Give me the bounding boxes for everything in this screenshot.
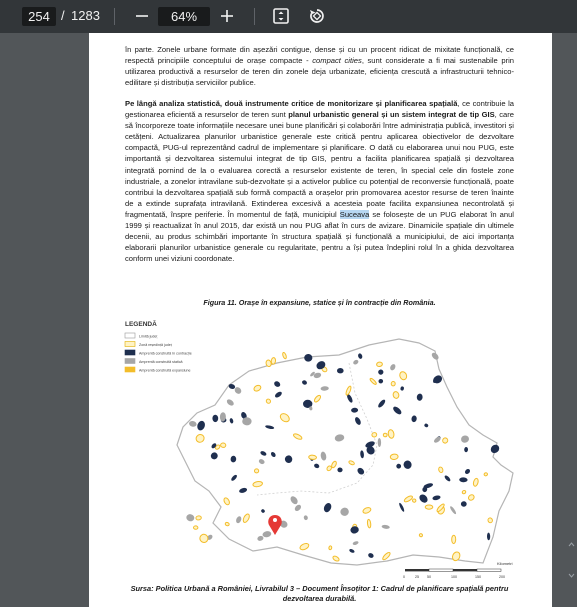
toolbar-divider — [254, 8, 255, 25]
figure-title: Figura 11. Orașe în expansiune, statice și în contracție din România. — [203, 298, 436, 307]
legend-label: Zonă reședință județ — [139, 343, 172, 347]
scale-tick-label: 150 — [475, 575, 481, 579]
urban-footprint — [198, 533, 209, 544]
text-run: , ce contribuie la gestionarea eficientă a resurselor de teren sunt — [125, 99, 514, 120]
urban-footprint — [271, 357, 276, 364]
toolbar-divider — [114, 8, 115, 25]
page-separator: / — [61, 8, 65, 23]
legend-label: Amprentă construită în contracție — [139, 351, 192, 356]
rotate-icon[interactable] — [307, 6, 327, 26]
search-highlight: Suceava — [339, 209, 370, 219]
zoom-out-icon[interactable] — [134, 8, 150, 24]
urban-footprint — [220, 443, 226, 448]
scale-bar — [403, 561, 513, 579]
legend-label: Amprentă construită expansiune — [139, 368, 191, 373]
paragraph-planning-tools — [125, 98, 514, 264]
urban-footprint — [484, 472, 488, 476]
urban-footprint — [390, 454, 398, 460]
total-pages: 1283 — [71, 8, 100, 23]
urban-footprint — [452, 535, 456, 543]
scroll-arrow-icon[interactable] — [566, 540, 577, 580]
zoom-in-icon[interactable] — [219, 8, 235, 24]
urban-footprint — [309, 455, 317, 460]
scale-tick-label: 100 — [451, 575, 457, 579]
scale-tick-label: 25 — [415, 575, 419, 579]
legend-swatch — [125, 350, 135, 355]
romania-map-figure — [117, 315, 537, 585]
urban-footprint — [193, 526, 198, 530]
urban-footprint — [391, 381, 395, 386]
urban-footprint — [376, 362, 382, 367]
current-page-input[interactable]: 254 — [22, 7, 56, 26]
zoom-level-input[interactable]: 64% — [158, 7, 210, 26]
pdf-toolbar — [0, 0, 577, 33]
document-page — [89, 33, 552, 607]
map-legend — [125, 333, 192, 373]
urban-footprint — [196, 515, 202, 520]
legend-swatch — [125, 333, 135, 338]
scale-tick-label: 0 — [403, 575, 405, 579]
text-run: se folosește de un PUG elaborat în anul 1999 și reactualizat în anul 2015, dar există un nou PUG aflat în curs de avizare. Dinamicile spațiale din ultimele decenii, au produs schimbări importante în structura spațială și funcțională a municipiului, de aici importanța elaborarii planurilor urbanistice generale cu regularitate, pentru a își putea îndeplini rolul în a ghida dezvoltarea conform unei viziuni coordonate. — [125, 209, 514, 264]
urban-footprint — [371, 432, 377, 437]
urban-footprint — [254, 469, 259, 473]
text-run: în parte. Zonele urbane formate din așezări contigue, dense și cu un procent ridicat de mixitate funcțională, ce respectă principiile conceptului de orașe compacte - — [125, 45, 514, 66]
urban-footprint — [282, 352, 287, 359]
paragraph-compact-cities — [125, 44, 514, 88]
romania-outline — [177, 339, 513, 565]
legend-swatch — [125, 359, 135, 364]
italic-term: compact cities — [312, 56, 362, 66]
urban-footprint — [329, 546, 333, 550]
legend-label: Limită județ — [139, 334, 158, 339]
scale-unit-label: Kilometri — [497, 561, 513, 566]
text-run: , sunt considerate a fi mai sustenabile prin utilizarea productivă a resurselor de teren din zonele deja urbanizate, eficiența crescută a infrastructurii tehnico-edilitare și distribuția serviciilor publice. — [125, 56, 514, 88]
text-run: , care să încorporeze toate informațiile necesare unei bune planificări și colaborări între administrația publică, investitori și cetățeni. Actualizarea planurilor urbanistice generale este critică pentru aplicarea obiectivelor de dezvoltare compactă, PUG-ul reprezentând cadrul de implementare și planificare. O dată cu elaborarea unui nou PUG, este importantă și dezvoltarea sistemului integrat de tip GIS, pentru a facilita planificarea spațială și dezvoltarea integrată pornind de la o evaluarea corectă a resurselor existente de teren, în special cele din fostele zone industriale, a zonelor intravilane sub-dezvoltate și a activelor publice cu potențial de reconversie funcțională, poate contribui la dezvoltarea spațială sub formă compactă a orașelor prin promovarea acestor resurse de teren înainte de a extinde suprafața intravilană. Extinderea excesivă a acesteia poate facilita expansiunea necontrolată și fragmentată, înspre periferie. În momentul de față, municipiul — [125, 110, 514, 219]
bold-run: Pe lângă analiza statistică, două instrumente critice de monitorizare și planificarea spațială — [125, 99, 458, 108]
legend-swatch — [125, 367, 135, 372]
urban-footprint — [383, 433, 387, 437]
figure-source: Sursa: Politica Urbană a României, Livrabilul 3 – Document Însoțitor 1: Cadrul de planificare spațială pentru dezvoltarea durabilă. — [130, 584, 509, 603]
urban-footprint — [337, 368, 344, 373]
legend-title: LEGENDĂ — [125, 321, 157, 328]
urban-footprint — [412, 498, 416, 502]
scale-tick-label: 200 — [499, 575, 505, 579]
scale-tick-label: 50 — [427, 575, 431, 579]
legend-label: Amprentă construită statică — [139, 360, 183, 364]
bold-run: planul urbanistic general și un sistem integrat de tip GIS — [288, 110, 495, 120]
legend-swatch — [125, 342, 135, 347]
fit-to-page-icon[interactable] — [272, 7, 290, 25]
urban-footprint — [186, 513, 196, 522]
urban-footprint — [425, 505, 433, 509]
